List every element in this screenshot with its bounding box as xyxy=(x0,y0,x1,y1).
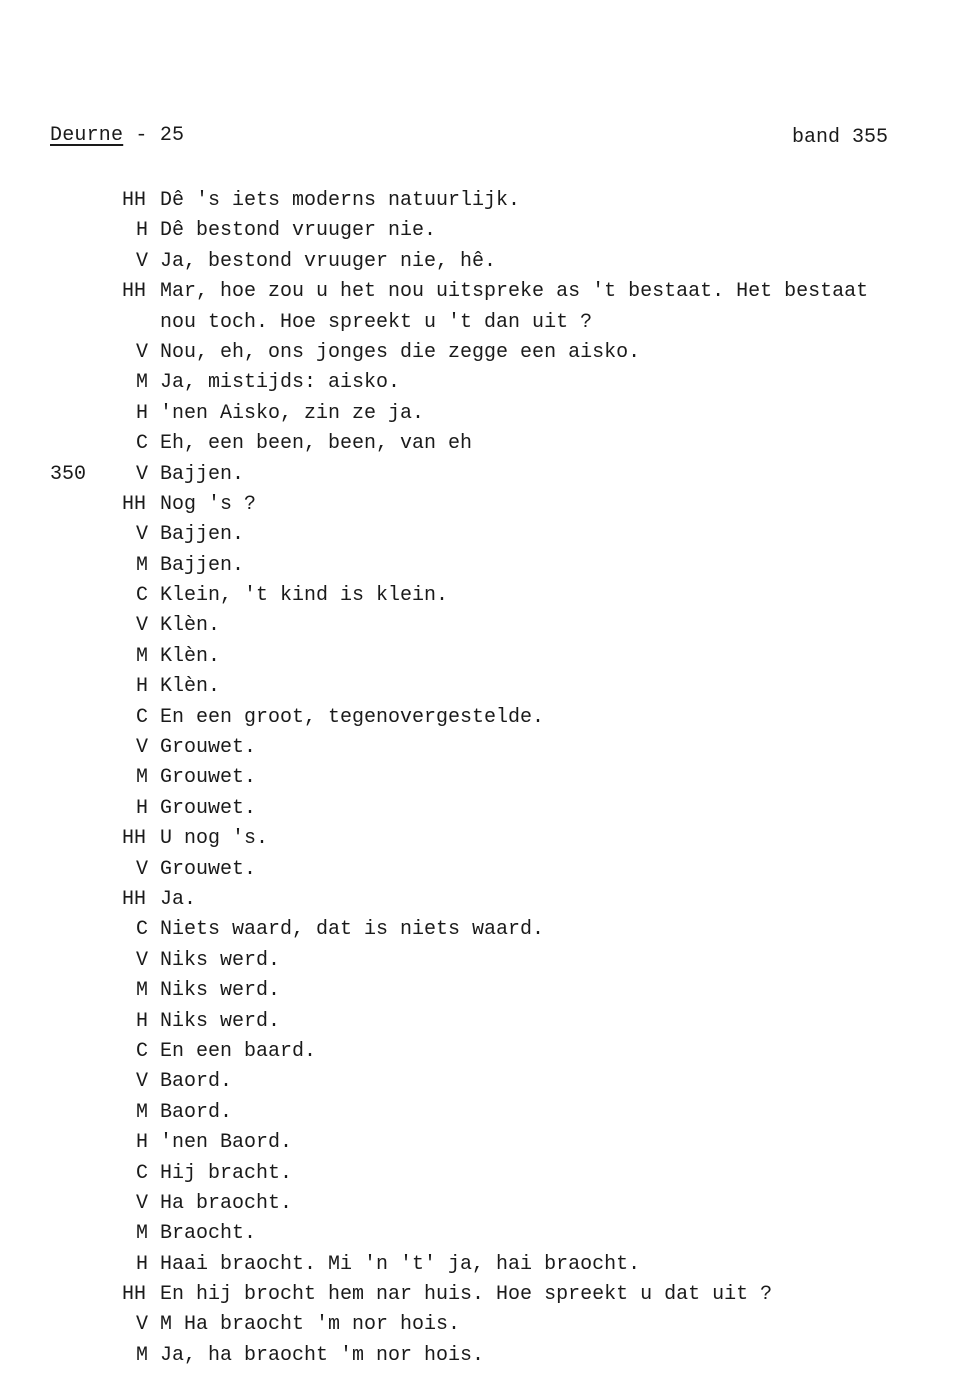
transcript-line xyxy=(0,1007,973,1037)
speaker-label: V xyxy=(136,1191,149,1215)
utterance-text: Niks werd. xyxy=(160,979,281,1003)
utterance-text: Grouwet. xyxy=(160,857,257,881)
transcript-line xyxy=(0,794,973,824)
utterance-text: Bajjen. xyxy=(160,553,245,577)
speaker-label: V xyxy=(136,523,149,547)
transcript-line xyxy=(0,460,973,490)
speaker-label: C xyxy=(136,1161,149,1185)
utterance-text: Mar, hoe zou u het nou uitspreke as 't bestaat. Het bestaat xyxy=(160,280,869,304)
transcript-line xyxy=(0,946,973,976)
transcript-line xyxy=(0,551,973,581)
transcript-line xyxy=(0,520,973,550)
utterance-text: Niks werd. xyxy=(160,948,281,972)
transcript-line xyxy=(0,308,973,338)
utterance-text: nou toch. Hoe spreekt u 't dan uit ? xyxy=(160,310,593,334)
speaker-label: V xyxy=(136,1313,149,1337)
utterance-text: En een baard. xyxy=(160,1039,317,1063)
utterance-text: Niks werd. xyxy=(160,1009,281,1033)
speaker-label: C xyxy=(136,1039,149,1063)
transcript-line xyxy=(0,399,973,429)
speaker-label: M xyxy=(136,371,149,395)
transcript-line xyxy=(0,186,973,216)
transcript-line xyxy=(0,885,973,915)
utterance-text: Ha braocht. xyxy=(160,1191,293,1215)
speaker-label: M xyxy=(136,1100,149,1124)
speaker-label: H xyxy=(136,1131,149,1155)
utterance-text: Klèn. xyxy=(160,675,221,699)
transcript-line xyxy=(0,216,973,246)
transcript-line xyxy=(0,703,973,733)
page-header-left xyxy=(50,124,184,147)
speaker-label: H xyxy=(136,675,149,699)
utterance-text: 'nen Aisko, zin ze ja. xyxy=(160,401,425,425)
speaker-label: V xyxy=(136,340,149,364)
utterance-text: En een groot, tegenovergestelde. xyxy=(160,705,545,729)
speaker-label: V xyxy=(136,249,149,273)
transcript xyxy=(0,186,973,1371)
transcript-line xyxy=(0,1250,973,1280)
utterance-text: 'nen Baord. xyxy=(160,1131,293,1155)
utterance-text: Niets waard, dat is niets waard. xyxy=(160,918,545,942)
speaker-label: V xyxy=(136,614,149,638)
transcript-line xyxy=(0,1098,973,1128)
utterance-text: Klèn. xyxy=(160,644,221,668)
transcript-line xyxy=(0,642,973,672)
utterance-text: Nog 's ? xyxy=(160,492,257,516)
transcript-line xyxy=(0,429,973,459)
speaker-label: C xyxy=(136,918,149,942)
utterance-text: Klein, 't kind is klein. xyxy=(160,584,449,608)
speaker-label: C xyxy=(136,584,149,608)
transcript-line xyxy=(0,915,973,945)
speaker-label: HH xyxy=(122,1283,147,1307)
transcript-line xyxy=(0,247,973,277)
transcript-line xyxy=(0,976,973,1006)
utterance-text: Grouwet. xyxy=(160,766,257,790)
utterance-text: En hij brocht hem nar huis. Hoe spreekt u dat uit ? xyxy=(160,1283,773,1307)
page-number: - 25 xyxy=(135,124,185,147)
transcript-line xyxy=(0,1037,973,1067)
speaker-label: HH xyxy=(122,827,147,851)
utterance-text: Ja. xyxy=(160,887,197,911)
transcript-line xyxy=(0,277,973,307)
speaker-label: M xyxy=(136,553,149,577)
line-number: 350 xyxy=(50,462,87,486)
utterance-text: Dê bestond vruuger nie. xyxy=(160,219,437,243)
transcript-line xyxy=(0,824,973,854)
speaker-label: HH xyxy=(122,189,147,212)
utterance-text: Ja, bestond vruuger nie, hê. xyxy=(160,249,497,273)
utterance-text: Eh, een been, been, van eh xyxy=(160,432,473,456)
speaker-label: V xyxy=(136,1070,149,1094)
utterance-text: Nou, eh, ons jonges die zegge een aisko. xyxy=(160,340,641,364)
speaker-label: M xyxy=(136,1343,149,1367)
speaker-label: M xyxy=(136,644,149,668)
speaker-label: V xyxy=(136,462,149,486)
speaker-label: HH xyxy=(122,492,147,516)
transcript-line xyxy=(0,855,973,885)
transcript-line xyxy=(0,581,973,611)
transcript-line xyxy=(0,338,973,368)
utterance-text: Dê 's iets moderns natuurlijk. xyxy=(160,189,521,212)
utterance-text: Grouwet. xyxy=(160,736,257,760)
utterance-text: Hij bracht. xyxy=(160,1161,293,1185)
utterance-text: Bajjen. xyxy=(160,523,245,547)
speaker-label: H xyxy=(136,1009,149,1033)
speaker-label: H xyxy=(136,401,149,425)
transcript-line xyxy=(0,733,973,763)
speaker-label: V xyxy=(136,948,149,972)
utterance-text: Baord. xyxy=(160,1070,233,1094)
utterance-text: Klèn. xyxy=(160,614,221,638)
speaker-label: C xyxy=(136,432,149,456)
utterance-text: Grouwet. xyxy=(160,796,257,820)
utterance-text: U nog 's. xyxy=(160,827,269,851)
utterance-text: M Ha braocht 'm nor hois. xyxy=(160,1313,461,1337)
utterance-text: Ja, ha braocht 'm nor hois. xyxy=(160,1343,485,1367)
transcript-line xyxy=(0,368,973,398)
utterance-text: Baord. xyxy=(160,1100,233,1124)
transcript-line xyxy=(0,1189,973,1219)
transcript-line xyxy=(0,1219,973,1249)
speaker-label: M xyxy=(136,766,149,790)
speaker-label: V xyxy=(136,857,149,881)
speaker-label: V xyxy=(136,736,149,760)
speaker-label: H xyxy=(136,1252,149,1276)
transcript-line xyxy=(0,1159,973,1189)
transcript-line xyxy=(0,1128,973,1158)
transcript-line xyxy=(0,1310,973,1340)
transcript-line xyxy=(0,763,973,793)
speaker-label: H xyxy=(136,219,149,243)
place-name: Deurne xyxy=(50,124,124,147)
utterance-text: Braocht. xyxy=(160,1222,257,1246)
utterance-text: Haai braocht. Mi 'n 't' ja, hai braocht. xyxy=(160,1252,641,1276)
transcript-line xyxy=(0,1341,973,1371)
speaker-label: M xyxy=(136,979,149,1003)
transcript-line xyxy=(0,672,973,702)
utterance-text: Ja, mistijds: aisko. xyxy=(160,371,401,395)
speaker-label: H xyxy=(136,796,149,820)
transcript-line xyxy=(0,1067,973,1097)
band-label: band 355 xyxy=(792,126,889,149)
transcript-line xyxy=(0,490,973,520)
transcript-line xyxy=(0,611,973,641)
speaker-label: C xyxy=(136,705,149,729)
speaker-label: HH xyxy=(122,887,147,911)
speaker-label: M xyxy=(136,1222,149,1246)
speaker-label: HH xyxy=(122,280,147,304)
transcript-line xyxy=(0,1280,973,1310)
utterance-text: Bajjen. xyxy=(160,462,245,486)
